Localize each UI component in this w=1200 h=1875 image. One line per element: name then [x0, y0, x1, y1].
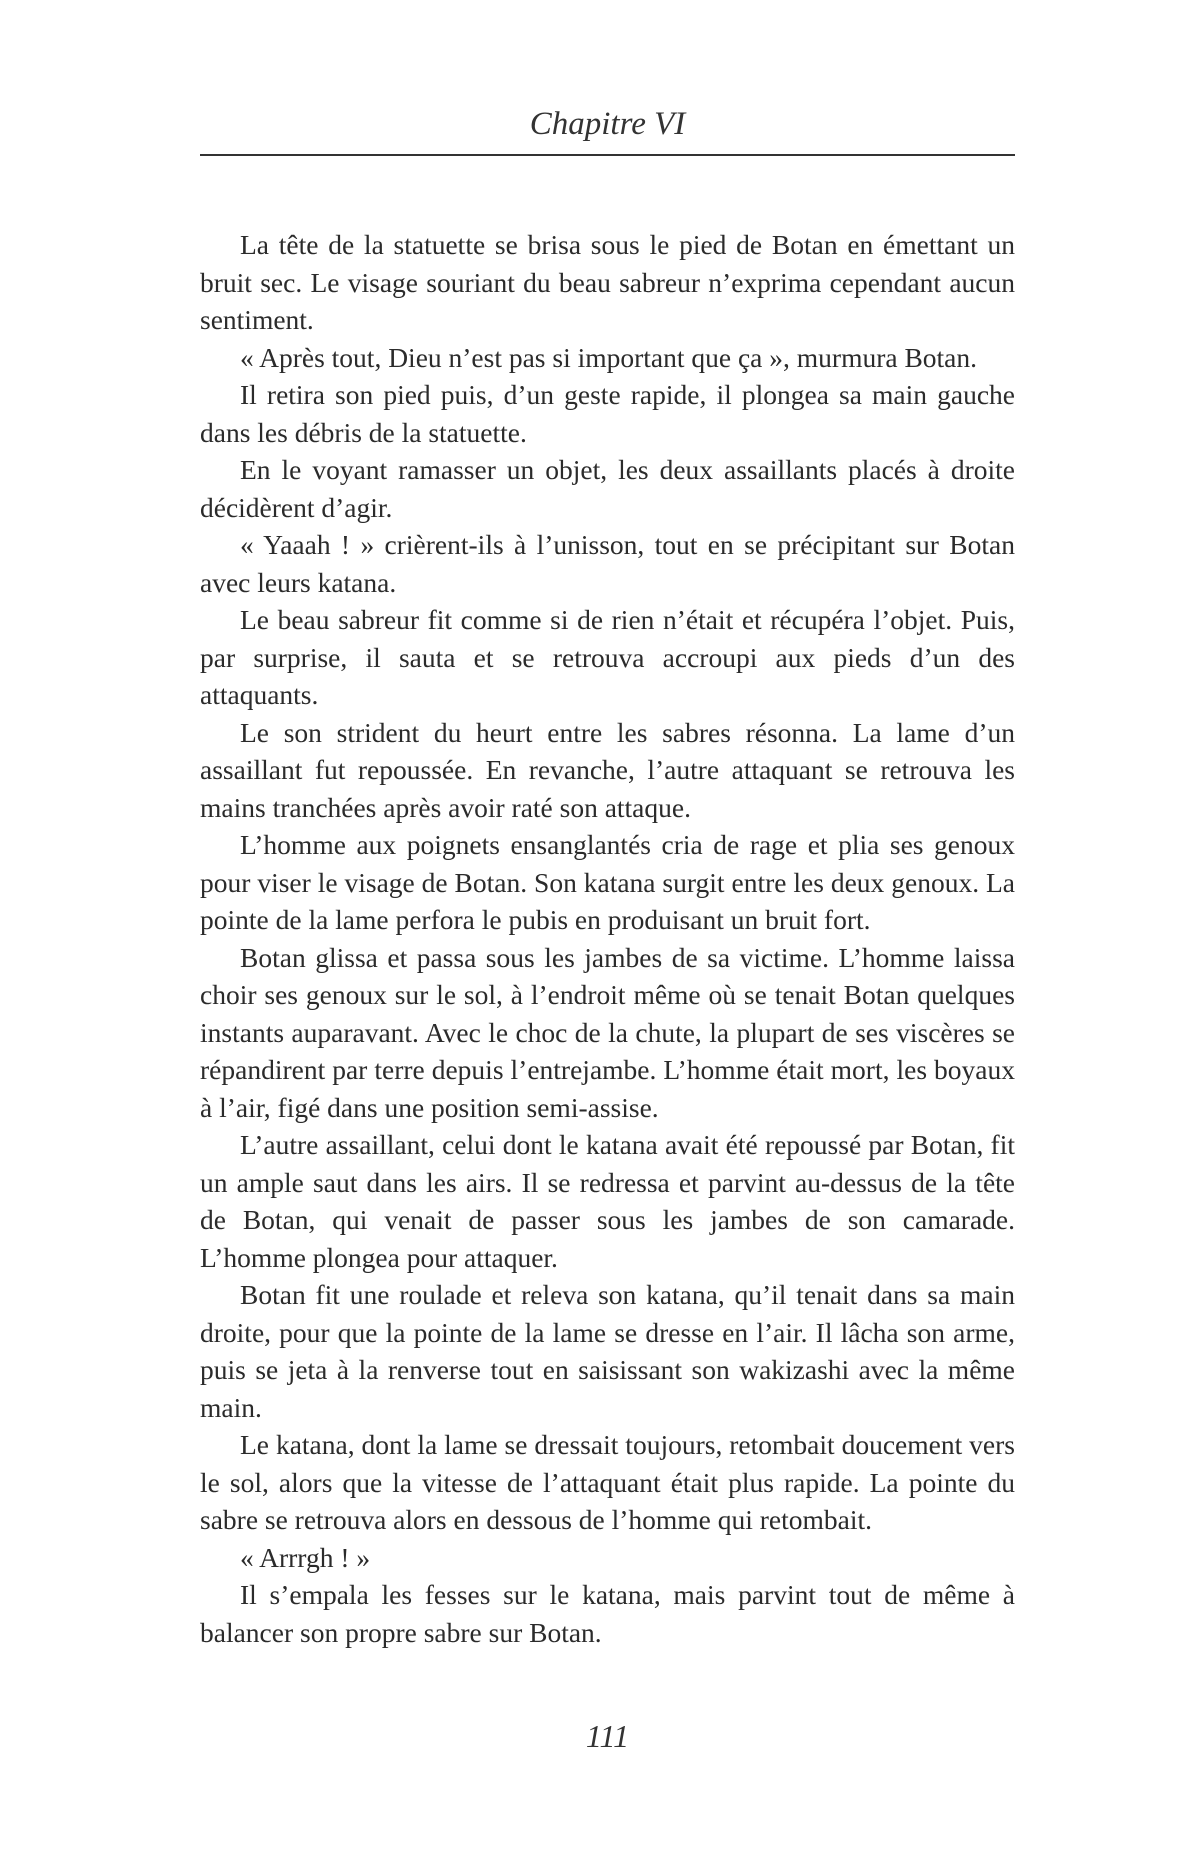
paragraph: « Yaaah ! » crièrent-ils à l’unisson, tout en se précipitant sur Botan avec leurs katana.: [200, 529, 1015, 598]
paragraph: Le katana, dont la lame se dressait toujours, retombait doucement vers le sol, alors que la vitesse de l’attaquant était plus rapide. La pointe du sabre se retrouva alors en dessous de l’homme qui retombait.: [200, 1429, 1015, 1535]
body-text: [200, 226, 1015, 1651]
paragraph: Le son strident du heurt entre les sabres résonna. La lame d’un assaillant fut repoussée. En revanche, l’autre attaquant se retrouva les mains tranchées après avoir raté son attaque.: [200, 716, 1015, 823]
paragraph: En le voyant ramasser un objet, les deux assaillants placés à droite décidèrent d’agir.: [200, 454, 1015, 523]
chapter-title: Chapitre VI: [529, 106, 686, 142]
paragraph: « Après tout, Dieu n’est pas si important que ça », murmura Botan.: [240, 341, 978, 373]
paragraph: Le beau sabreur fit comme si de rien n’était et récupéra l’objet. Puis, par surprise, il sauta et se retrouva accroupi aux pieds d’un des attaquants.: [200, 604, 1015, 710]
paragraph: L’autre assaillant, celui dont le katana avait été repoussé par Botan, fit un ample saut dans les airs. Il se redressa et parvint au-dessus de la tête de Botan, qui venait de passer sous les jambes de son camarade. L’homme plongea pour attaquer.: [200, 1129, 1015, 1273]
paragraph: Botan glissa et passa sous les jambes de sa victime. L’homme laissa choir ses genoux sur le sol, à l’endroit même où se tenait Botan quelques instants auparavant. Avec le choc de la chute, la plupart de ses viscères se répandirent par terre depuis l’entrejambe. L’homme était mort, les boyaux à l’air, figé dans une position semi-assise.: [200, 941, 1015, 1123]
paragraph: Botan fit une roulade et releva son katana, qu’il tenait dans sa main droite, pour que la pointe de la lame se dresse en l’air. Il lâcha son arme, puis se jeta à la renverse tout en saisissant son wakizashi avec la même main.: [200, 1279, 1015, 1423]
paragraph: Il retira son pied puis, d’un geste rapide, il plongea sa main gauche dans les débris de la statuette.: [200, 379, 1015, 448]
paragraph: « Arrrgh ! »: [240, 1541, 371, 1573]
header-rule: [200, 154, 1015, 156]
paragraph: L’homme aux poignets ensanglantés cria de rage et plia ses genoux pour viser le visage de Botan. Son katana surgit entre les deux genoux. La pointe de la lame perfora le pubis en produisant un bruit fort.: [200, 829, 1015, 935]
page-number: 111: [585, 1718, 630, 1754]
paragraph: Il s’empala les fesses sur le katana, mais parvint tout de même à balancer son propre sabre sur Botan.: [200, 1579, 1015, 1648]
paragraph: La tête de la statuette se brisa sous le pied de Botan en émettant un bruit sec. Le visage souriant du beau sabreur n’exprima cependant aucun sentiment.: [200, 229, 1015, 335]
